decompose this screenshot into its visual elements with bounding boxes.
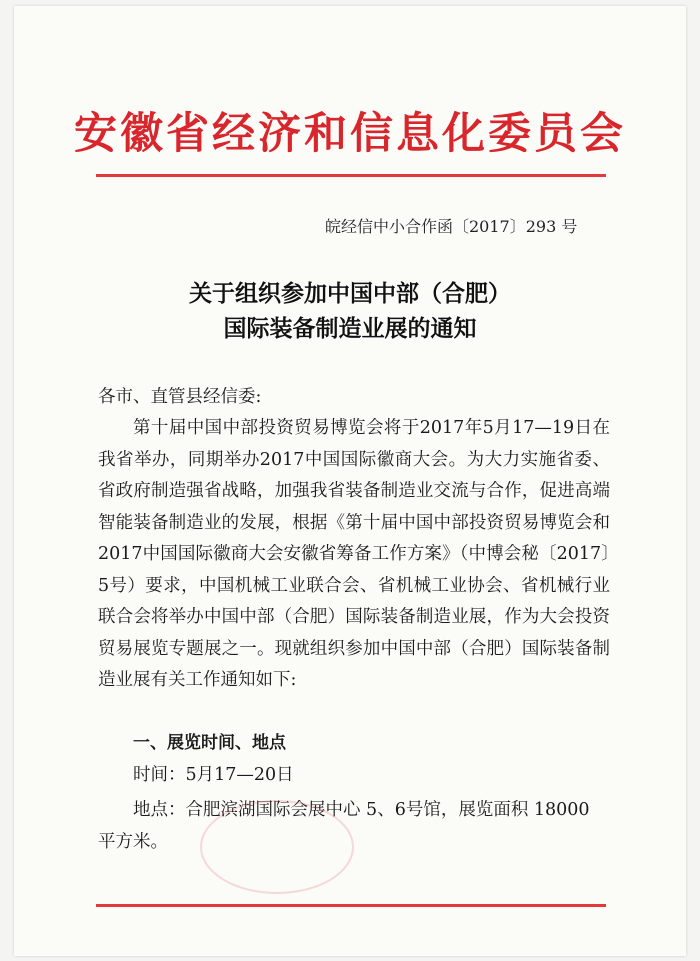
body-paragraph: 第十届中国中部投资贸易博览会将于2017年5月17—19日在我省举办，同期举办2017中国国际徽商大会。为大力实施省委、省政府制造强省战略，加强我省装备制造业交流与合作，促进高端智能装备制造业的发展，根据《第十届中国中部投资贸易博览会和2017中国国际徽商大会安徽省筹备工作方案》（中博会秘〔2017〕5号）要求，中国机械工业联合会、省机械工业协会、省机械行业联合会将举办中国中部（合肥）国际装备制造业展，作为大会投资贸易展览专题展之一。现就组织参加中国中部（合肥）国际装备制造业展有关工作通知如下: [98,418,610,690]
salutation: 各市、直管县经信委: [98,387,262,407]
faint-stamp-mark [200,800,354,894]
red-divider-top [96,174,606,177]
section-heading-1: 一、展览时间、地点 [133,733,286,753]
red-divider-bottom [96,904,606,907]
org-header-title: 安徽省经济和信息化委员会 [74,109,626,159]
exhibition-place: 地点：合肥滨湖国际会展中心 5、6号馆，展览面积 18000 平方米。 [98,800,590,852]
doc-title-line-2: 国际装备制造业展的通知 [223,316,477,342]
document-number: 皖经信中小合作函〔2017〕293 号 [325,217,578,236]
exhibition-time: 时间：5月17—20日 [133,765,294,785]
doc-title-line-1: 关于组织参加中国中部（合肥） [189,281,511,307]
